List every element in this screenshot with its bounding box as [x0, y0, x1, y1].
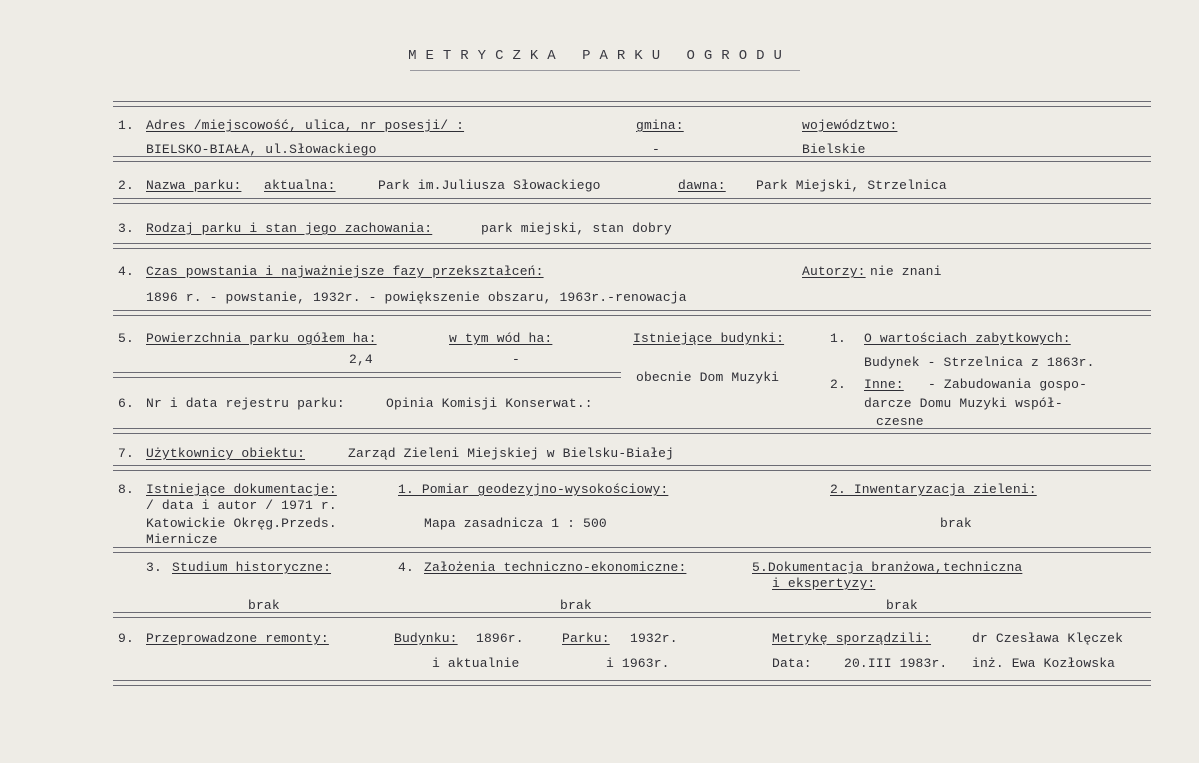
park-name-label: Nazwa parku:: [146, 178, 242, 193]
section-1-number: 1.: [118, 118, 134, 133]
section-2-number: 2.: [118, 178, 134, 193]
historical-study-label: Studium historyczne:: [172, 560, 332, 575]
historical-study-value: brak: [248, 598, 280, 613]
total-area-value: 2,4: [349, 352, 373, 367]
separator: [113, 243, 1151, 249]
historical-study-number: 3.: [146, 560, 162, 575]
compiled-by-name-1: dr Czesława Klęczek: [972, 631, 1124, 646]
documentation-label: Istniejące dokumentacje:: [146, 482, 337, 497]
branch-docs-value: brak: [886, 598, 918, 613]
section-6-number: 6.: [118, 396, 134, 411]
former-name-label: dawna:: [678, 178, 726, 193]
separator: [113, 372, 621, 378]
tech-econ-number: 4.: [398, 560, 414, 575]
users-value: Zarząd Zieleni Miejskiej w Bielsku-Białej: [348, 446, 675, 461]
branch-docs-label-2: i ekspertyzy:: [772, 576, 876, 591]
section-8-number: 8.: [118, 482, 134, 497]
current-name-label: aktualna:: [264, 178, 336, 193]
separator: [113, 101, 1151, 107]
separator: [113, 465, 1151, 471]
authors-label: Autorzy:: [802, 264, 866, 279]
compiled-by-name-2: inż. Ewa Kozłowska: [972, 656, 1116, 671]
tech-econ-label: Założenia techniczno-ekonomiczne:: [424, 560, 687, 575]
separator: [113, 310, 1151, 316]
park-type-value: park miejski, stan dobry: [481, 221, 672, 236]
register-label: Nr i data rejestru parku:: [146, 396, 345, 411]
geodetic-survey-value: Mapa zasadnicza 1 : 500: [424, 516, 607, 531]
park-renovation-label: Parku:: [562, 631, 610, 646]
separator: [113, 547, 1151, 553]
heritage-buildings-label: O wartościach zabytkowych:: [864, 331, 1071, 346]
separator: [113, 156, 1151, 162]
document-title: METRYCZKA PARKU OGRODU: [408, 48, 791, 64]
building-renovation-value-2: i aktualnie: [432, 656, 520, 671]
documentation-date-author: / data i autor / 1971 r.: [146, 498, 337, 513]
section-9-number: 9.: [118, 631, 134, 646]
separator: [113, 198, 1151, 204]
voivodeship-label: województwo:: [802, 118, 898, 133]
authors-value: nie znani: [870, 264, 942, 279]
documentation-author-2: Miernicze: [146, 532, 218, 547]
park-type-label: Rodzaj parku i stan jego zachowania:: [146, 221, 433, 236]
other-buildings-label: Inne:: [864, 377, 904, 392]
building-renovation-value: 1896r.: [476, 631, 524, 646]
date-label: Data:: [772, 656, 812, 671]
building-renovation-label: Budynku:: [394, 631, 458, 646]
park-renovation-value-2: i 1963r.: [606, 656, 670, 671]
gmina-value: -: [652, 142, 660, 157]
other-buildings-line-3: czesne: [876, 414, 924, 429]
separator: [113, 428, 1151, 434]
documentation-author-1: Katowickie Okręg.Przeds.: [146, 516, 337, 531]
section-7-number: 7.: [118, 446, 134, 461]
creation-phases-value: 1896 r. - powstanie, 1932r. - powiększenie obszaru, 1963r.-renowacja: [146, 290, 687, 305]
existing-buildings-label: Istniejące budynki:: [633, 331, 785, 346]
compiled-by-label: Metrykę sporządzili:: [772, 631, 932, 646]
date-value: 20.III 1983r.: [844, 656, 948, 671]
gmina-label: gmina:: [636, 118, 684, 133]
other-buildings-number: 2.: [830, 377, 846, 392]
total-area-label: Powierzchnia parku ogółem ha:: [146, 331, 377, 346]
water-area-label: w tym wód ha:: [449, 331, 553, 346]
greenery-inventory-value: brak: [940, 516, 972, 531]
voivodeship-value: Bielskie: [802, 142, 866, 157]
other-buildings-line-1: - Zabudowania gospo-: [928, 377, 1088, 392]
water-area-value: -: [512, 352, 520, 367]
current-name-value: Park im.Juliusza Słowackiego: [378, 178, 601, 193]
users-label: Użytkownicy obiektu:: [146, 446, 306, 461]
register-value: Opinia Komisji Konserwat.:: [386, 396, 593, 411]
heritage-number: 1.: [830, 331, 846, 346]
greenery-inventory-label: 2. Inwentaryzacja zieleni:: [830, 482, 1037, 497]
heritage-buildings-value-2: obecnie Dom Muzyki: [636, 370, 780, 385]
branch-docs-label-1: 5.Dokumentacja branżowa,techniczna: [752, 560, 1023, 575]
separator: [113, 680, 1151, 686]
geodetic-survey-label: 1. Pomiar geodezyjno-wysokościowy:: [398, 482, 669, 497]
separator: [113, 612, 1151, 618]
section-5-number: 5.: [118, 331, 134, 346]
tech-econ-value: brak: [560, 598, 592, 613]
park-renovation-value: 1932r.: [630, 631, 678, 646]
address-label: Adres /miejscowość, ulica, nr posesji/ :: [146, 118, 465, 133]
other-buildings-line-2: darcze Domu Muzyki współ-: [864, 396, 1063, 411]
renovations-label: Przeprowadzone remonty:: [146, 631, 329, 646]
section-3-number: 3.: [118, 221, 134, 236]
heritage-buildings-value: Budynek - Strzelnica z 1863r.: [864, 355, 1095, 370]
former-name-value: Park Miejski, Strzelnica: [756, 178, 947, 193]
section-4-number: 4.: [118, 264, 134, 279]
title-underline: [410, 70, 800, 71]
address-value: BIELSKO-BIAŁA, ul.Słowackiego: [146, 142, 377, 157]
creation-phases-label: Czas powstania i najważniejsze fazy przekształceń:: [146, 264, 544, 279]
